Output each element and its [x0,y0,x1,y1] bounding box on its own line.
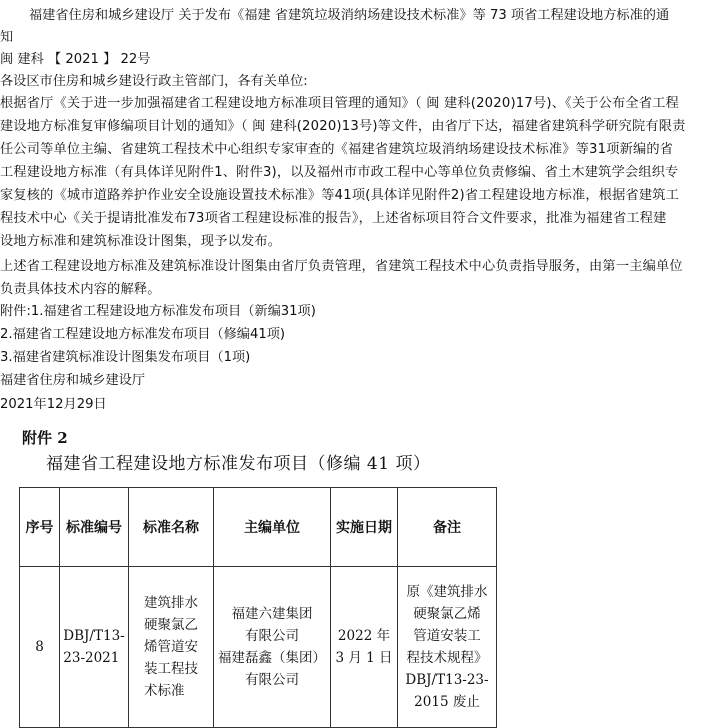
name-line: 建筑排水 [144,595,198,611]
remark-line: 程技术规程》 [406,650,488,666]
standards-table [19,487,497,728]
body-line: 家复核的《城市道路养护作业安全设施设置技术标准》等41项(具体详见附件2)省工程建设地方标准，根据省建筑工 [0,188,680,203]
cell-code [60,567,129,728]
column-header-remark: 备注 [398,488,497,567]
attachment-title: 福建省工程建设地方标准发布项目（修编 41 项） [46,454,431,474]
body-line: 程技术中心《关于提请批准发布73项省工程建设标准的报告》，上述省标项目符合文件要求，批准为福建省工程建 [0,211,667,226]
body-line: 工程建设地方标准（有具体详见附件1、附件3)，以及福州市市政工程中心等单位负责修编、省土木建筑学会组织专 [0,165,679,180]
table-row [20,567,497,728]
column-header-date: 实施日期 [331,488,398,567]
attachment-item-2: 2.福建省工程建设地方标准发布项目（修编41项) [0,327,286,342]
cell-name [129,567,214,728]
remark-line: 硬聚氯乙烯 [413,606,481,622]
date-line: 3 月 1 日 [335,650,393,666]
unit-line: 福建六建集团 [231,606,313,622]
attachment-item-1: 附件:1.福建省工程建设地方标准发布项目（新编31项) [0,304,316,319]
name-line: 术标准 [144,683,185,699]
notice-title-line-1: 福建省住房和城乡建设厅 关于发布《福建 省建筑垃圾消纳场建设技术标准》等 73 项省工程建设地方标准的通 [29,8,670,23]
code-line: 23-2021 [63,650,120,666]
unit-line: 有限公司 [245,672,299,688]
document-number: 闽 建科 【 2021 】 22号 [0,52,151,67]
body-line: 任公司等单位主编、省建筑工程技术中心组织专家审查的《福建省建筑垃圾消纳场建设技术标准》等31项新编的省 [0,142,674,157]
remark-line: DBJ/T13-23- [405,672,489,688]
paragraph-2-line: 上述省工程建设地方标准及建筑标准设计图集由省厅负责管理，省建筑工程技术中心负责指导服务，由第一主编单位 [0,259,683,274]
remark-line: 管道安装工 [413,628,481,644]
unit-line: 有限公司 [245,628,299,644]
date-line: 2022 年 [337,628,391,644]
code-line: DBJ/T13- [63,628,125,644]
body-line: 根据省厅《关于进一步加强福建省工程建设地方标准项目管理的通知》（ 闽 建科(2020)17号)、《关于公布全省工程 [0,96,679,111]
cell-seq: 8 [20,567,60,728]
table-header-row [20,488,497,567]
issue-date: 2021年12月29日 [0,397,107,412]
notice-title-line-2: 知 [0,30,14,45]
column-header-unit: 主编单位 [214,488,331,567]
name-line: 装工程技 [144,661,198,677]
name-line: 烯管道安 [144,639,198,655]
attachment-item-3: 3.福建省建筑标准设计图集发布项目（1项) [0,350,251,365]
remark-line: 原《建筑排水 [406,584,488,600]
column-header-name: 标准名称 [129,488,214,567]
unit-line: 福建磊鑫（集团） [218,650,326,666]
name-line: 硬聚氯乙 [144,617,198,633]
signature: 福建省住房和城乡建设厅 [0,373,146,388]
column-header-code: 标准编号 [60,488,129,567]
remark-line: 2015 废止 [414,694,480,710]
paragraph-2-line: 负责具体技术内容的解释。 [0,282,161,297]
body-line: 建设地方标准复审修编项目计划的通知》（ 闽 建科(2020)13号)等文件，由省厅下达，福建省建筑科学研究院有限责 [0,119,686,134]
attachment-label: 附件 2 [22,429,68,447]
body-line: 设地方标准和建筑标准设计图集，现予以发布。 [0,234,282,249]
salutation: 各设区市住房和城乡建设行政主管部门，各有关单位: [0,74,308,89]
cell-unit [214,567,331,728]
column-header-seq: 序号 [20,488,60,567]
cell-date [331,567,398,728]
cell-remark [398,567,497,728]
